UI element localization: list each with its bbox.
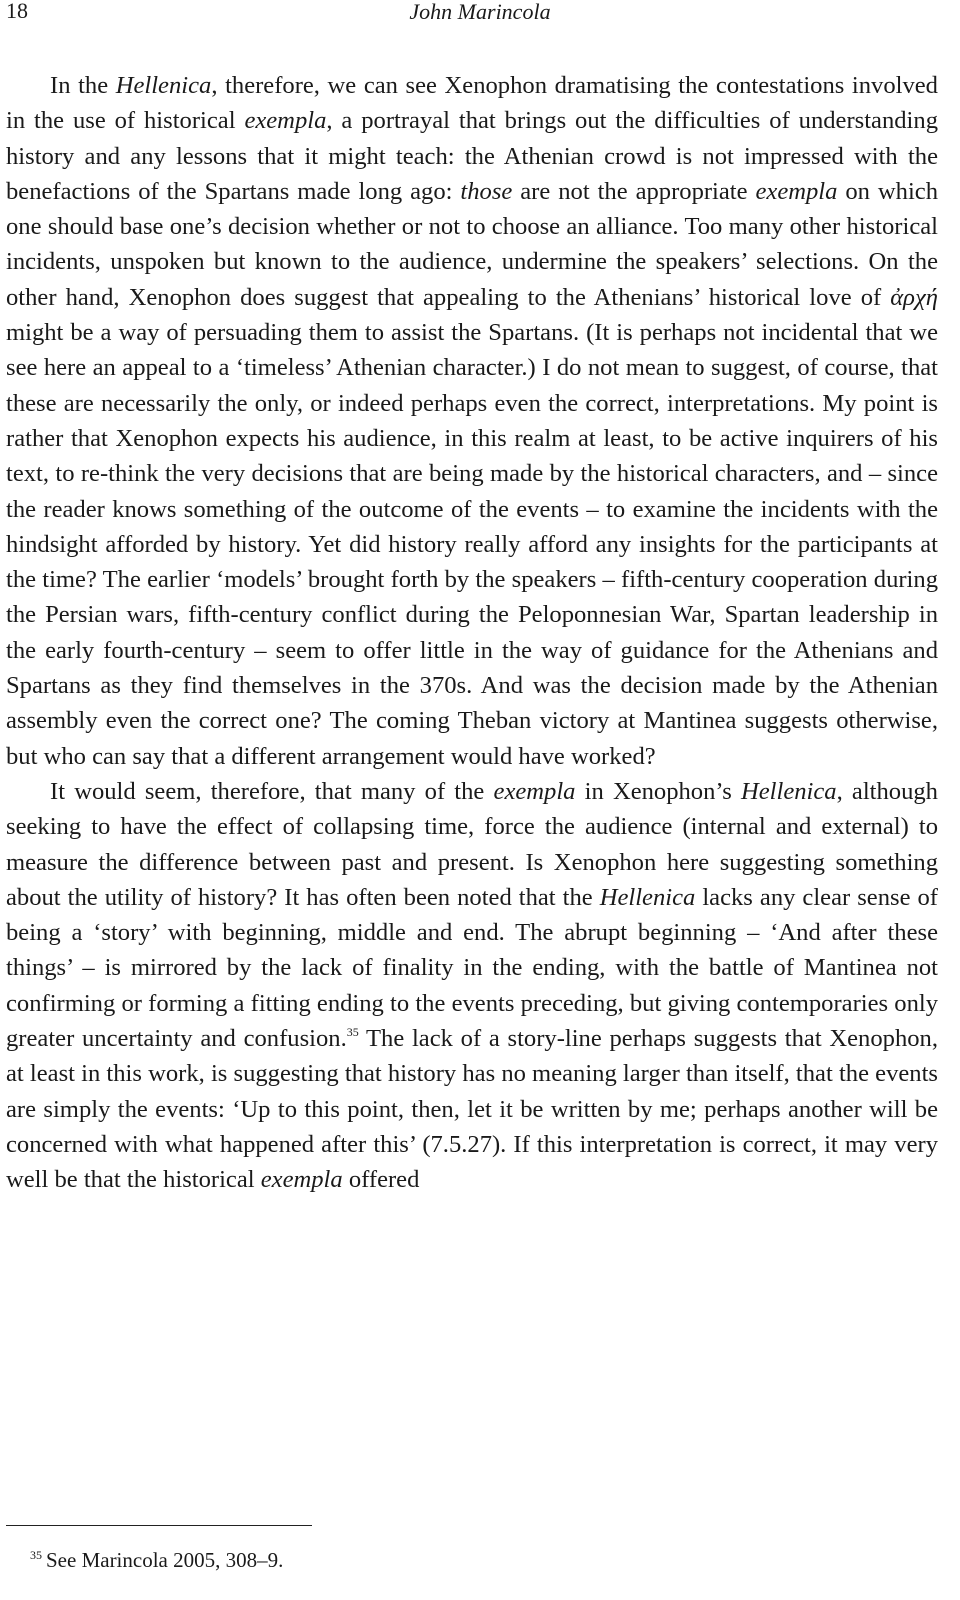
italic-term: exempla (755, 177, 838, 205)
text-run: are not the appropriate (512, 177, 756, 205)
paragraph-1 (6, 68, 938, 774)
text-run: offered (342, 1166, 420, 1194)
text-run: might be a way of persuading them to assist the Spartans. (It is perhaps not incidental that we see here an appeal to a ‘timeless’ Athenian character.) I do not mean to suggest, of course, that these are necessarily the only, or indeed perhaps even the correct, interpretations. My point is rather that Xenophon expects his audience, in this realm at least, to be active inquirers of his text, to re-think the very decisions that are being made by the historical characters, and – since the reader knows something of the outcome of the events – to examine the incidents with the hindsight afforded by history. Yet did history really afford any insights for the participants at the time? The earlier ‘models’ brought forth by the speakers – fifth-century cooperation during the Persian wars, fifth-century conflict during the Peloponnesian War, Spartan leadership in the early fourth-century – seem to offer little in the way of guidance for the Athenians and Spartans as they find themselves in the 370s. And was the decision made by the Athenian assembly even the correct one? The coming Theban victory at Mantinea suggests otherwise, but who can say that a different arrangement would have worked? (6, 319, 938, 770)
text-run: In the (50, 72, 116, 99)
footnote (30, 1542, 283, 1573)
italic-term: Hellenica (599, 883, 696, 911)
text-run: in Xenophon’s (575, 777, 741, 805)
page-number: 18 (6, 0, 28, 23)
italic-term: Hellenica (740, 777, 837, 805)
italic-term: those (460, 177, 513, 205)
italic-term: exempla (244, 107, 327, 135)
text-run: , although seeking to have the effect of collapsing time, force the audience (internal and external) to measure the difference between past and present. Is Xenophon here suggesting something about the utility of history? It has often been noted that the (6, 777, 938, 911)
page-header (0, 0, 960, 30)
text-run: , therefore, we can see Xenophon dramatising the contestations involved in the use of historical (6, 72, 938, 135)
italic-term: Hellenica (115, 72, 212, 99)
footnote-number: 35 (30, 1548, 42, 1562)
body-text (6, 68, 938, 1198)
text-run: lacks any clear sense of being a ‘story’ with beginning, middle and end. The abrupt beginning – ‘And after these things’ – is mirrored by the lack of finality in the ending, with the battle of Mantinea not confirming or forming a fitting ending to the events preceding, but giving contemporaries only greater uncertainty and confusion. (6, 883, 938, 1053)
text-run: on which one should base one’s decision whether or not to choose an alliance. Too many other historical incidents, unspoken but known to the audience, undermine the speakers’ selections. On the other hand, Xenophon does suggest that appealing to the Athenians’ historical love of (6, 177, 939, 311)
italic-term: ἀρχή (890, 283, 938, 311)
paragraph-2 (6, 774, 938, 1198)
footnote-text: See Marincola 2005, 308–9. (46, 1548, 284, 1572)
italic-term: exempla (260, 1166, 343, 1194)
running-head: John Marincola (409, 0, 551, 24)
footnote-rule (6, 1525, 312, 1526)
text-run: The lack of a story-line perhaps suggests that Xenophon, at least in this work, is suggesting that history has no meaning larger than itself, that the events are simply the events: ‘Up to this point, then, let it be written by me; perhaps another will be concerned with what happened after this’ (7.5.27). If this interpretation is correct, it may very well be that the historical (6, 1025, 938, 1194)
text-run: It would seem, therefore, that many of the (50, 777, 494, 805)
italic-term: exempla (493, 777, 576, 805)
footnote-reference: 35 (346, 1025, 359, 1040)
text-run: , a portrayal that brings out the difficulties of understanding history and any lessons that it might teach: the Athenian crowd is not impressed with the benefactions of the Spartans made long ago: (6, 107, 938, 205)
